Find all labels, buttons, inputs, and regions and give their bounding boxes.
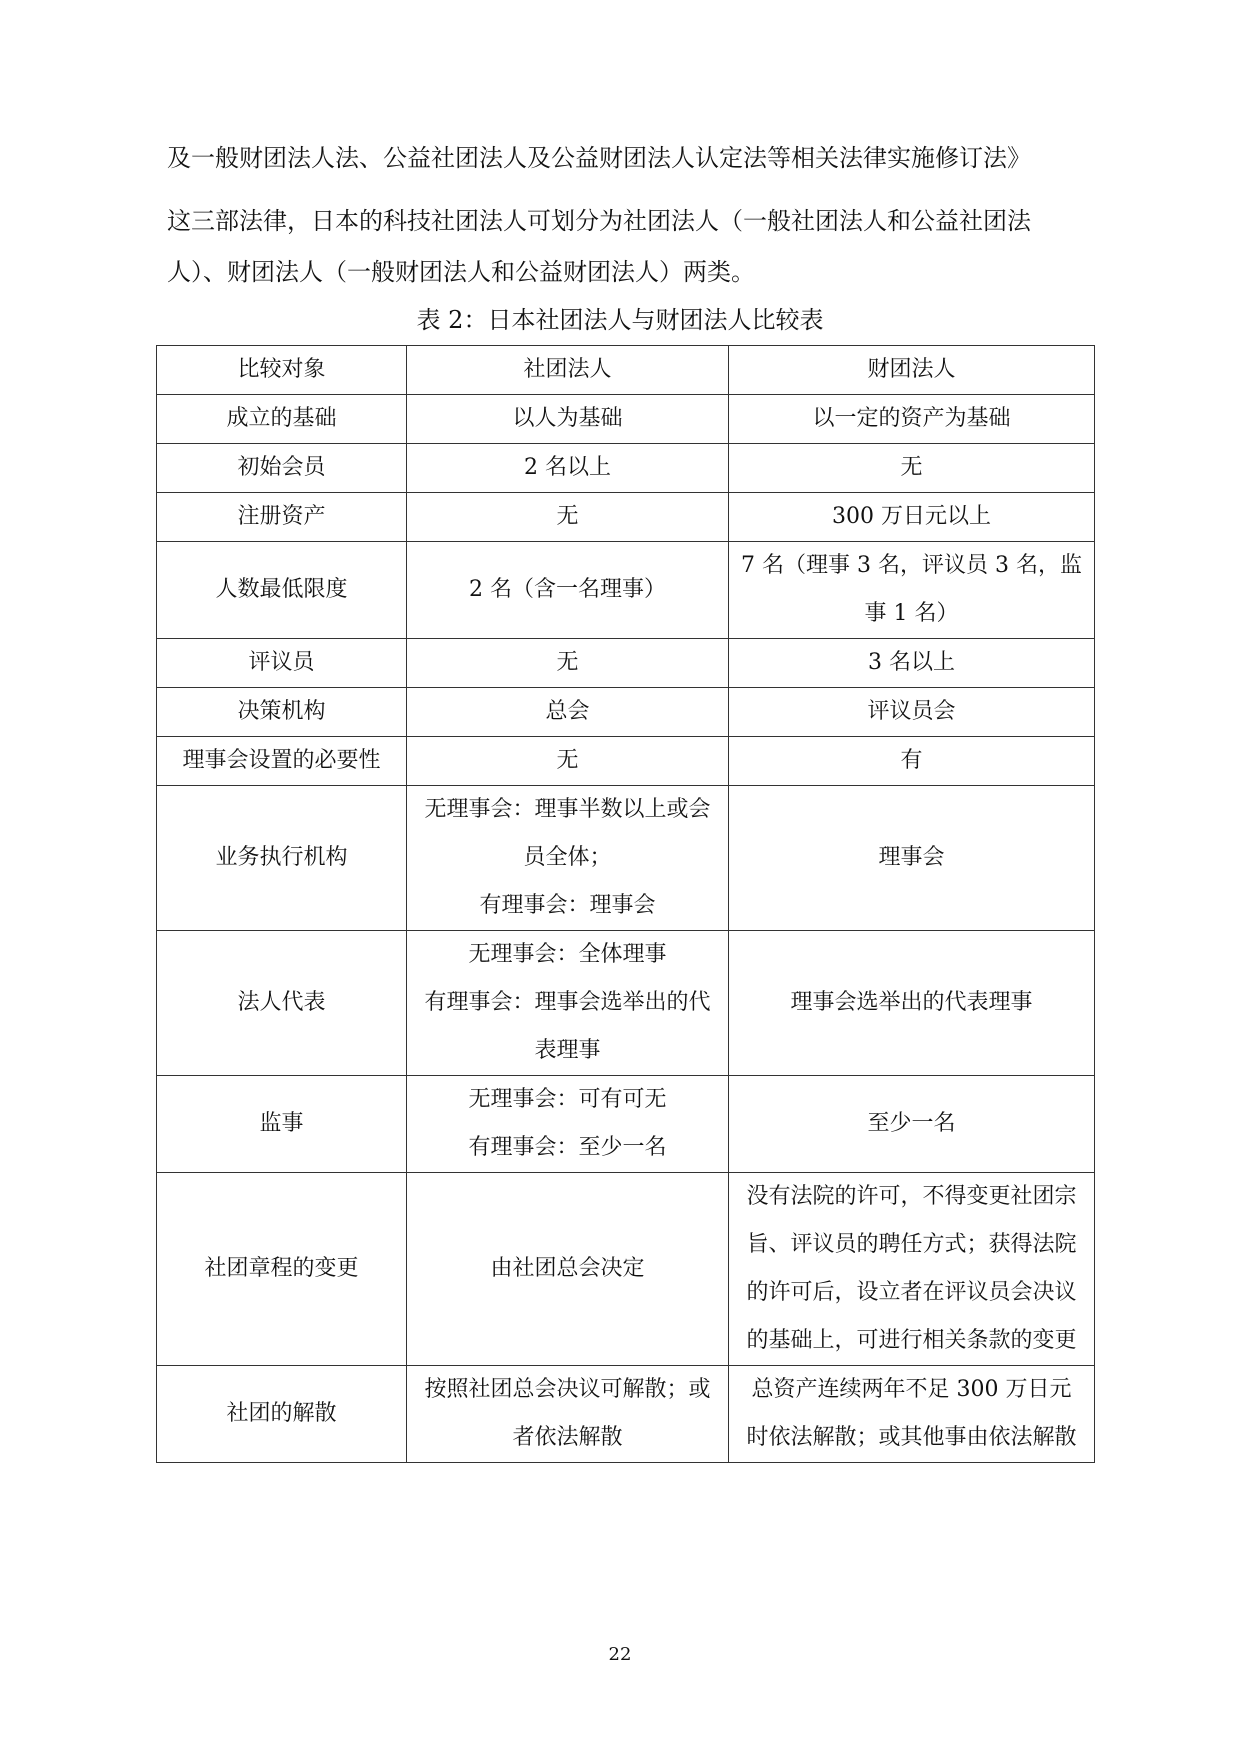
table-row	[157, 639, 1095, 688]
body-paragraph-line-1: 及一般财团法人法、公益社团法人及公益财团法人认定法等相关法律实施修订法》	[167, 144, 1031, 172]
header-cell-compare-item: 比较对象	[157, 346, 407, 395]
association-corp-cell	[407, 395, 729, 444]
cell-line: 有理事会：理事会	[479, 893, 656, 918]
table-row	[157, 786, 1095, 931]
cell-line: 员全体；	[523, 845, 612, 870]
association-corp-cell	[407, 1366, 729, 1463]
row-label-cell: 社团章程的变更	[157, 1173, 407, 1366]
table-row	[157, 931, 1095, 1076]
cell-line: 时依法解散；或其他事由依法解散	[746, 1425, 1077, 1450]
comparison-table	[156, 345, 1095, 1463]
association-corp-cell	[407, 931, 729, 1076]
row-label-cell: 社团的解散	[157, 1366, 407, 1463]
row-label-cell: 法人代表	[157, 931, 407, 1076]
cell-line: 无理事会：全体理事	[468, 942, 667, 967]
cell-line: 的基础上，可进行相关条款的变更	[746, 1328, 1077, 1353]
association-corp-cell	[407, 542, 729, 639]
association-corp-cell	[407, 1076, 729, 1173]
foundation-corp-cell	[729, 444, 1095, 493]
page-number: 22	[608, 1644, 632, 1665]
cell-line: 评议员会	[867, 699, 956, 724]
cell-line: 至少一名	[867, 1111, 956, 1136]
cell-line: 有	[900, 748, 923, 773]
table-row	[157, 1173, 1095, 1366]
body-paragraph-line-2: 这三部法律，日本的科技社团法人可划分为社团法人（一般社团法人和公益社团法	[167, 207, 1031, 235]
cell-line: 无	[556, 650, 579, 675]
association-corp-cell	[407, 444, 729, 493]
cell-line: 的许可后，设立者在评议员会决议	[746, 1280, 1077, 1305]
association-corp-cell	[407, 786, 729, 931]
comparison-table-body	[157, 346, 1095, 1463]
row-label-cell: 决策机构	[157, 688, 407, 737]
table-caption: 表 2：日本社团法人与财团法人比较表	[416, 306, 824, 334]
association-corp-cell	[407, 639, 729, 688]
cell-line: 总会	[545, 699, 590, 724]
cell-line: 者依法解散	[512, 1425, 623, 1450]
cell-line: 无	[556, 504, 579, 529]
table-row	[157, 688, 1095, 737]
cell-line: 事 1 名）	[864, 601, 959, 626]
foundation-corp-cell	[729, 639, 1095, 688]
cell-line: 无理事会：理事半数以上或会	[424, 797, 711, 822]
table-row	[157, 493, 1095, 542]
header-cell-foundation-corp: 财团法人	[729, 346, 1095, 395]
cell-line: 以人为基础	[512, 406, 623, 431]
cell-line: 以一定的资产为基础	[812, 406, 1011, 431]
cell-line: 理事会	[878, 845, 945, 870]
foundation-corp-cell	[729, 1173, 1095, 1366]
cell-line: 有理事会：理事会选举出的代	[424, 990, 711, 1015]
cell-line: 无理事会：可有可无	[468, 1087, 667, 1112]
cell-line: 有理事会：至少一名	[468, 1135, 667, 1160]
foundation-corp-cell	[729, 931, 1095, 1076]
row-label-cell: 注册资产	[157, 493, 407, 542]
table-row	[157, 542, 1095, 639]
foundation-corp-cell	[729, 395, 1095, 444]
cell-line: 无	[556, 748, 579, 773]
cell-line: 无	[900, 455, 923, 480]
row-label-cell: 人数最低限度	[157, 542, 407, 639]
foundation-corp-cell	[729, 1076, 1095, 1173]
row-label-cell: 业务执行机构	[157, 786, 407, 931]
table-row	[157, 1366, 1095, 1463]
association-corp-cell	[407, 493, 729, 542]
body-paragraph-line-3: 人）、财团法人（一般财团法人和公益财团法人）两类。	[167, 258, 755, 286]
association-corp-cell	[407, 688, 729, 737]
foundation-corp-cell	[729, 786, 1095, 931]
foundation-corp-cell	[729, 688, 1095, 737]
cell-line: 理事会选举出的代表理事	[790, 990, 1033, 1015]
table-row	[157, 395, 1095, 444]
cell-line: 3 名以上	[868, 650, 955, 675]
table-row	[157, 444, 1095, 493]
association-corp-cell	[407, 737, 729, 786]
row-label-cell: 初始会员	[157, 444, 407, 493]
foundation-corp-cell	[729, 542, 1095, 639]
row-label-cell: 评议员	[157, 639, 407, 688]
cell-line: 2 名（含一名理事）	[469, 577, 666, 602]
cell-line: 旨、评议员的聘任方式；获得法院	[746, 1232, 1077, 1257]
cell-line: 由社团总会决定	[490, 1256, 645, 1281]
cell-line: 7 名（理事 3 名，评议员 3 名，监	[741, 553, 1082, 578]
cell-line: 按照社团总会决议可解散；或	[424, 1377, 711, 1402]
cell-line: 没有法院的许可，不得变更社团宗	[746, 1184, 1077, 1209]
foundation-corp-cell	[729, 493, 1095, 542]
foundation-corp-cell	[729, 1366, 1095, 1463]
table-row	[157, 1076, 1095, 1173]
table-row	[157, 737, 1095, 786]
cell-line: 总资产连续两年不足 300 万日元	[751, 1377, 1072, 1402]
cell-line: 2 名以上	[524, 455, 611, 480]
foundation-corp-cell	[729, 737, 1095, 786]
cell-line: 表理事	[534, 1038, 601, 1063]
cell-line: 300 万日元以上	[832, 504, 991, 529]
association-corp-cell	[407, 1173, 729, 1366]
row-label-cell: 监事	[157, 1076, 407, 1173]
row-label-cell: 成立的基础	[157, 395, 407, 444]
row-label-cell: 理事会设置的必要性	[157, 737, 407, 786]
table-header-row	[157, 346, 1095, 395]
header-cell-association-corp: 社团法人	[407, 346, 729, 395]
